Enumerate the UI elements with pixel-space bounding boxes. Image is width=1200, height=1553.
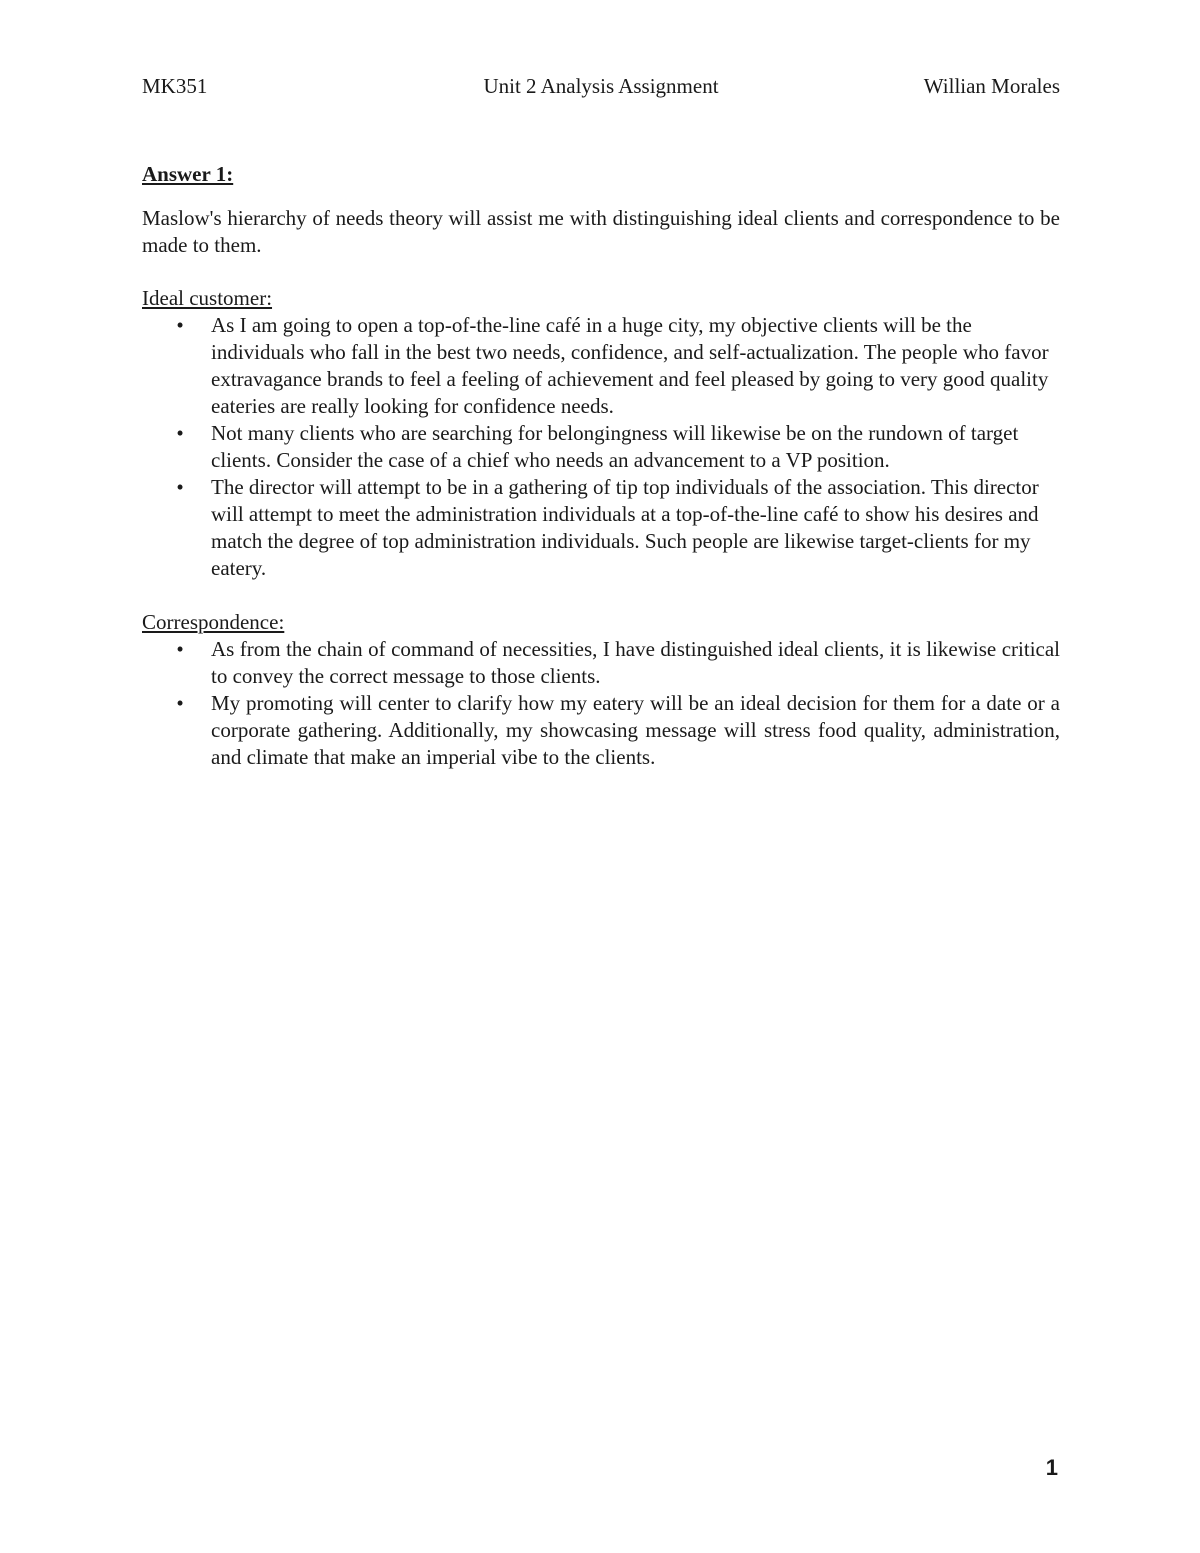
list-item-text: As I am going to open a top-of-the-line café in a huge city, my objective clients will be the individuals who fall in the best two needs, confidence, and self-actualization. The people who favor extravagance brands to feel a feeling of achievement and feel pleased by going to very good quality eateries are really looking for confidence needs. xyxy=(211,313,1049,418)
answer-heading: Answer 1: xyxy=(142,162,234,186)
document-body xyxy=(142,160,1060,798)
bullet-icon: • xyxy=(176,475,184,499)
list-item xyxy=(142,690,1060,771)
list-item-text: My promoting will center to clarify how my eatery will be an ideal decision for them for a date or a corporate gathering. Additionally, my showcasing message will stress food quality, administration, and climate that make an imperial vibe to the clients. xyxy=(211,691,1060,769)
correspondence-label: Correspondence: xyxy=(142,610,285,634)
header-course-code: MK351 xyxy=(142,74,208,98)
list-item xyxy=(142,474,1060,582)
bullet-icon: • xyxy=(176,637,184,661)
list-item xyxy=(142,636,1060,690)
intro-paragraph: Maslow's hierarchy of needs theory will assist me with distinguishing ideal clients and correspondence to be made to them. xyxy=(142,206,1060,257)
list-item-text: Not many clients who are searching for belongingness will likewise be on the rundown of target clients. Consider the case of a chief who needs an advancement to a VP position. xyxy=(211,421,1019,472)
list-item-text: As from the chain of command of necessities, I have distinguished ideal clients, it is likewise critical to convey the correct message to those clients. xyxy=(211,637,1060,688)
header-author: Willian Morales xyxy=(923,74,1060,98)
bullet-icon: • xyxy=(176,421,184,445)
list-item xyxy=(142,420,1060,474)
page-header xyxy=(142,72,1060,102)
list-item-text: The director will attempt to be in a gathering of tip top individuals of the association. This director will attempt to meet the administration individuals at a top-of-the-line café to show his desires and match the degree of top administration individuals. Such people are likewise target-clients for my eatery. xyxy=(211,475,1039,580)
header-title: Unit 2 Analysis Assignment xyxy=(483,74,719,98)
bullet-icon: • xyxy=(176,313,184,337)
bullet-icon: • xyxy=(176,691,184,715)
correspondence-list xyxy=(142,636,1060,771)
ideal-customer-label: Ideal customer: xyxy=(142,286,273,310)
list-item xyxy=(142,312,1060,420)
ideal-customer-list xyxy=(142,312,1060,582)
page-number: 1 xyxy=(1045,1455,1058,1480)
